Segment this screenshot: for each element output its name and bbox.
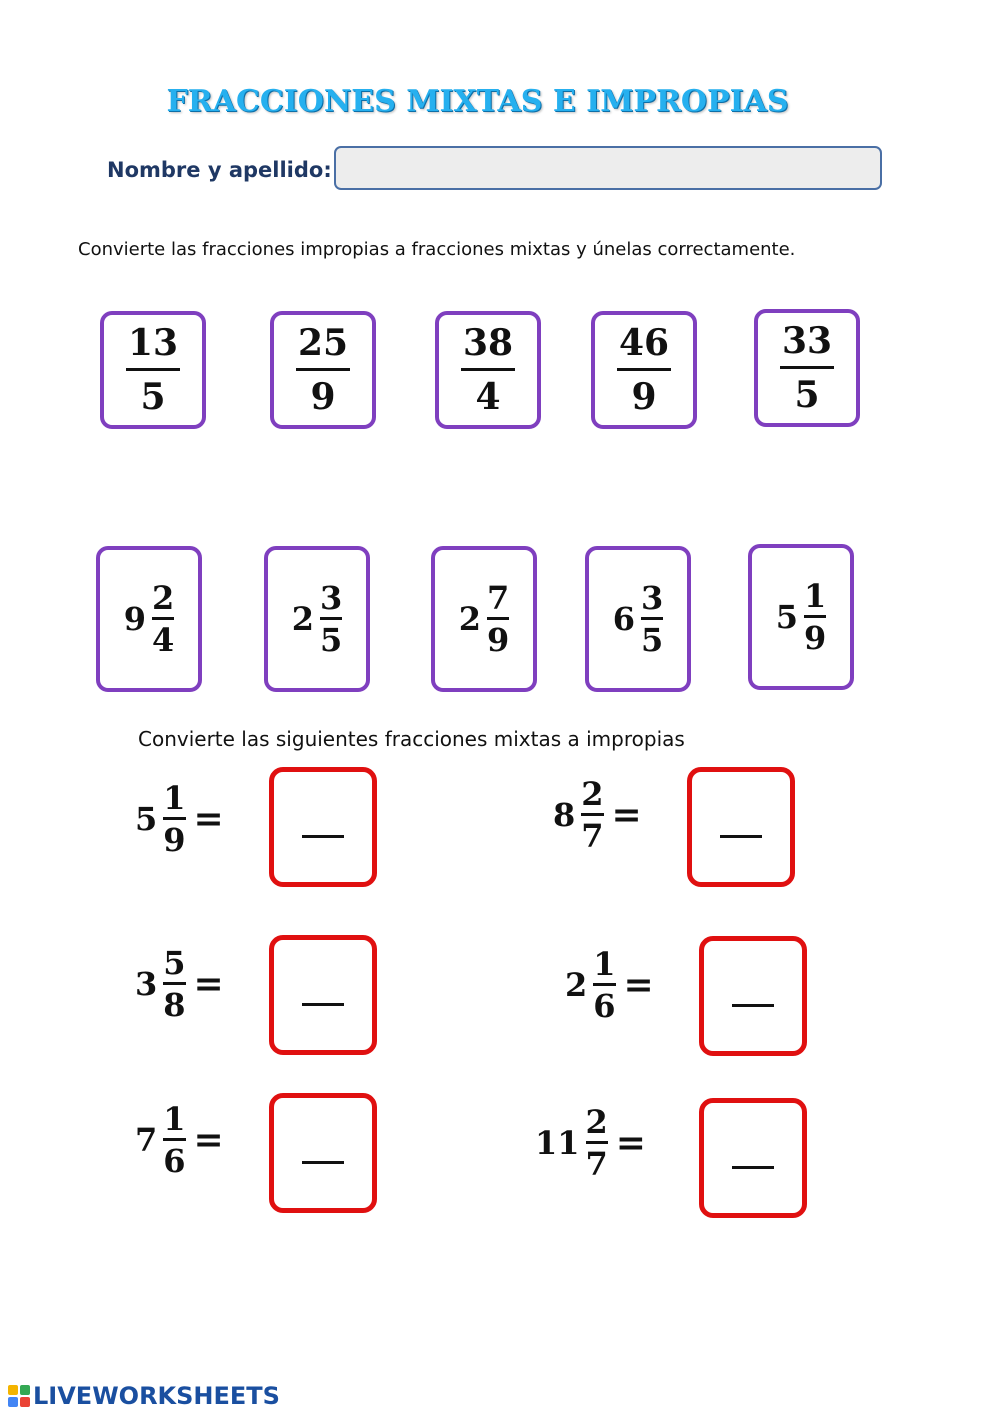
mixed-card[interactable] <box>96 546 202 692</box>
answer-fraction-bar <box>732 1004 774 1007</box>
denominator: 9 <box>310 376 336 418</box>
exercise-expression <box>135 944 224 1024</box>
fraction-bar <box>780 366 834 369</box>
numerator: 46 <box>618 322 670 364</box>
answer-box[interactable] <box>269 935 377 1055</box>
fraction-bar <box>804 615 826 618</box>
denominator: 6 <box>593 987 616 1025</box>
whole-part: 2 <box>458 600 481 638</box>
mixed-card[interactable] <box>748 544 854 690</box>
numerator: 7 <box>487 579 510 617</box>
whole-part: 5 <box>775 598 798 636</box>
numerator: 2 <box>581 775 604 813</box>
whole-part: 9 <box>123 600 146 638</box>
fraction <box>585 1103 608 1183</box>
instruction-improper-to-mixed: Convierte las fracciones impropias a fracciones mixtas y únelas correctamente. <box>78 239 796 260</box>
numerator: 2 <box>152 579 175 617</box>
fraction <box>152 579 175 659</box>
denominator: 7 <box>581 817 604 855</box>
answer-fraction-bar <box>732 1166 774 1169</box>
answer-box[interactable] <box>269 1093 377 1213</box>
whole-part: 5 <box>135 800 158 838</box>
numerator: 1 <box>163 1100 186 1138</box>
numerator: 2 <box>585 1103 608 1141</box>
logo-text: LIVEWORKSHEETS <box>33 1382 280 1410</box>
answer-box[interactable] <box>699 936 807 1056</box>
improper-card[interactable] <box>100 311 206 429</box>
whole-part: 3 <box>135 965 158 1003</box>
improper-card[interactable] <box>754 309 860 427</box>
equals-sign: = <box>193 1119 224 1161</box>
fraction-bar <box>461 368 515 371</box>
fraction-bar <box>617 368 671 371</box>
equals-sign: = <box>193 963 224 1005</box>
denominator: 5 <box>794 374 820 416</box>
fraction <box>593 945 616 1025</box>
fraction <box>641 579 664 659</box>
numerator: 1 <box>804 577 827 615</box>
exercise-expression <box>135 1100 224 1180</box>
mixed-number <box>458 579 510 659</box>
whole-part: 8 <box>553 796 576 834</box>
answer-fraction-bar <box>302 1003 344 1006</box>
numerator: 3 <box>641 579 664 617</box>
liveworksheets-logo[interactable] <box>8 1382 280 1410</box>
mixed-number <box>775 577 827 657</box>
answer-fraction-bar <box>720 835 762 838</box>
denominator: 9 <box>804 619 827 657</box>
name-input[interactable] <box>334 146 882 190</box>
answer-box[interactable] <box>699 1098 807 1218</box>
denominator: 7 <box>585 1145 608 1183</box>
fraction <box>487 579 510 659</box>
fraction-bar <box>163 1138 185 1141</box>
whole-part: 7 <box>135 1121 158 1159</box>
fraction-bar <box>163 982 185 985</box>
equals-sign: = <box>615 1122 646 1164</box>
improper-fraction <box>296 322 350 418</box>
fraction-bar <box>487 617 509 620</box>
answer-box[interactable] <box>269 767 377 887</box>
name-label: Nombre y apellido: <box>107 158 332 182</box>
fraction <box>320 579 343 659</box>
equals-sign: = <box>193 798 224 840</box>
fraction <box>163 1100 186 1180</box>
numerator: 1 <box>163 779 186 817</box>
denominator: 5 <box>140 376 166 418</box>
numerator: 33 <box>781 320 833 362</box>
mixed-card[interactable] <box>264 546 370 692</box>
denominator: 6 <box>163 1142 186 1180</box>
whole-part: 6 <box>612 600 635 638</box>
page-title: FRACCIONES MIXTAS E IMPROPIAS <box>166 84 789 119</box>
improper-card[interactable] <box>270 311 376 429</box>
fraction <box>804 577 827 657</box>
whole-part: 2 <box>291 600 314 638</box>
improper-fraction <box>126 322 180 418</box>
improper-fraction <box>617 322 671 418</box>
fraction <box>581 775 604 855</box>
denominator: 9 <box>163 821 186 859</box>
denominator: 9 <box>487 621 510 659</box>
fraction-bar <box>296 368 350 371</box>
mixed-card[interactable] <box>585 546 691 692</box>
denominator: 5 <box>320 621 343 659</box>
mixed-number <box>612 579 664 659</box>
numerator: 25 <box>297 322 349 364</box>
fraction-bar <box>581 813 603 816</box>
fraction <box>163 779 186 859</box>
fraction-bar <box>152 617 174 620</box>
improper-fraction <box>461 322 515 418</box>
improper-fraction <box>780 320 834 416</box>
exercise-expression <box>135 779 224 859</box>
improper-card[interactable] <box>591 311 697 429</box>
denominator: 9 <box>631 376 657 418</box>
answer-fraction-bar <box>302 835 344 838</box>
denominator: 4 <box>152 621 175 659</box>
numerator: 13 <box>127 322 179 364</box>
answer-box[interactable] <box>687 767 795 887</box>
mixed-number <box>123 579 175 659</box>
numerator: 5 <box>163 944 186 982</box>
fraction-bar <box>320 617 342 620</box>
fraction-bar <box>586 1141 608 1144</box>
exercise-expression <box>535 1103 646 1183</box>
answer-fraction-bar <box>302 1161 344 1164</box>
whole-part: 11 <box>535 1124 580 1162</box>
exercise-expression <box>565 945 654 1025</box>
fraction-bar <box>593 983 615 986</box>
exercise-expression <box>553 775 642 855</box>
numerator: 1 <box>593 945 616 983</box>
equals-sign: = <box>623 964 654 1006</box>
instruction-mixed-to-improper: Convierte las siguientes fracciones mixtas a impropias <box>138 727 685 751</box>
equals-sign: = <box>611 794 642 836</box>
numerator: 3 <box>320 579 343 617</box>
mixed-card[interactable] <box>431 546 537 692</box>
denominator: 5 <box>641 621 664 659</box>
fraction <box>163 944 186 1024</box>
fraction-bar <box>126 368 180 371</box>
whole-part: 2 <box>565 966 588 1004</box>
mixed-number <box>291 579 343 659</box>
fraction-bar <box>163 817 185 820</box>
logo-grid-icon <box>8 1385 30 1407</box>
numerator: 38 <box>462 322 514 364</box>
denominator: 8 <box>163 986 186 1024</box>
improper-card[interactable] <box>435 311 541 429</box>
fraction-bar <box>641 617 663 620</box>
denominator: 4 <box>475 376 501 418</box>
